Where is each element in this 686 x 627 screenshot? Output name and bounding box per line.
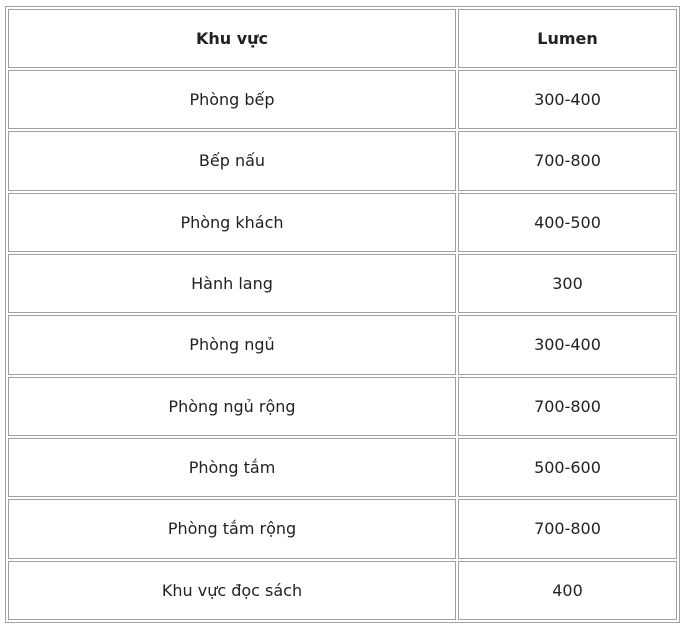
cell-area: Khu vực đọc sách (8, 561, 456, 620)
table-row (8, 254, 677, 313)
cell-area: Phòng khách (8, 193, 456, 252)
header-row (8, 9, 677, 68)
cell-area: Phòng ngủ (8, 315, 456, 374)
cell-area: Bếp nấu (8, 131, 456, 190)
cell-area: Phòng bếp (8, 70, 456, 129)
cell-area: Hành lang (8, 254, 456, 313)
table-row (8, 70, 677, 129)
lumen-table-container (5, 6, 680, 623)
cell-lumen: 700-800 (458, 377, 677, 436)
header-area: Khu vực (8, 9, 456, 68)
cell-lumen: 700-800 (458, 499, 677, 558)
cell-area: Phòng tắm rộng (8, 499, 456, 558)
cell-lumen: 300-400 (458, 315, 677, 374)
cell-area: Phòng ngủ rộng (8, 377, 456, 436)
cell-lumen: 300 (458, 254, 677, 313)
table-row (8, 561, 677, 620)
header-lumen: Lumen (458, 9, 677, 68)
table-row (8, 315, 677, 374)
cell-lumen: 400 (458, 561, 677, 620)
table-row (8, 377, 677, 436)
table-row (8, 193, 677, 252)
cell-lumen: 300-400 (458, 70, 677, 129)
cell-lumen: 500-600 (458, 438, 677, 497)
lumen-table (6, 7, 679, 622)
table-row (8, 131, 677, 190)
table-row (8, 499, 677, 558)
cell-lumen: 700-800 (458, 131, 677, 190)
table-row (8, 438, 677, 497)
cell-lumen: 400-500 (458, 193, 677, 252)
cell-area: Phòng tắm (8, 438, 456, 497)
